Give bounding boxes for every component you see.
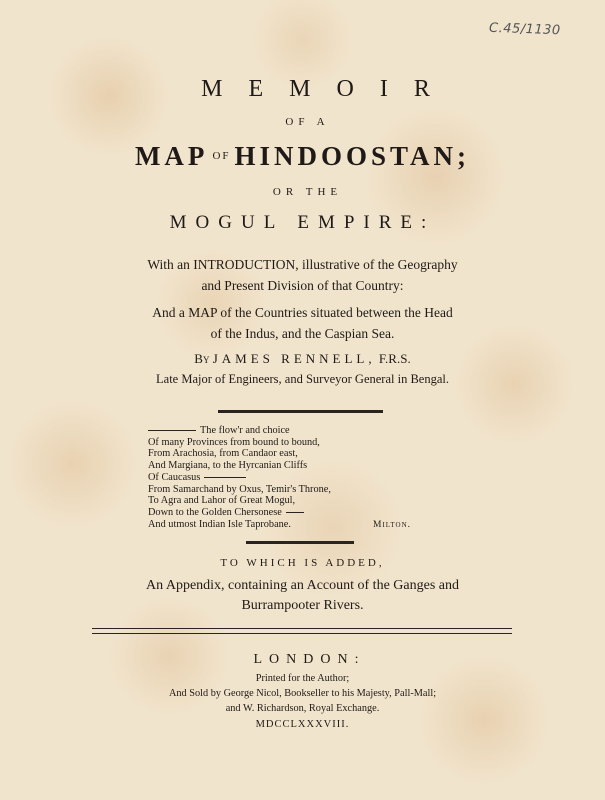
epigraph [148, 425, 331, 530]
divider-rule-top [218, 410, 383, 413]
title-map-of-hindoostan [0, 141, 605, 172]
double-rule-lower [92, 633, 512, 634]
imprint-year: MDCCLXXXVIII. [255, 719, 350, 730]
imprint-line-3: and W. Richardson, Royal Exchange. [225, 703, 380, 714]
epigraph-attribution: Milton. [373, 520, 412, 530]
epigraph-dash [286, 512, 304, 513]
epigraph-line: And utmost Indian Isle Taprobane. [148, 518, 291, 530]
appendix-line-2: Burrampooter Rivers. [241, 598, 364, 613]
subtitle-line-4: of the Indus, and the Caspian Sea. [210, 326, 395, 341]
author-by: By [194, 351, 210, 366]
epigraph-line: Down to the Golden Chersonese [148, 507, 331, 519]
imprint-line-2: And Sold by George Nicol, Bookseller to his Majesty, Pall-Mall; [168, 688, 437, 699]
author-name: JAMES RENNELL, [212, 351, 376, 366]
epigraph-line: To Agra and Lahor of Great Mogul, [148, 495, 296, 507]
epigraph-line: From Samarchand by Oxus, Temir's Throne, [148, 483, 331, 495]
appendix-heading: TO WHICH IS ADDED, [220, 557, 385, 569]
author-line [0, 351, 605, 367]
imprint-line-1: Printed for the Author; [255, 673, 350, 684]
handwritten-shelfmark: C.45/1130 [488, 20, 561, 39]
author-suffix: F.R.S. [378, 351, 411, 366]
subtitle-line-2: and Present Division of that Country: [201, 278, 404, 293]
epigraph-dash [148, 430, 196, 431]
title-hindoostan: HINDOOSTAN; [234, 141, 471, 171]
subtitle-line-1: With an INTRODUCTION, illustrative of the Geography [147, 257, 458, 272]
title-of-a: OF A [285, 116, 330, 128]
epigraph-line: And Margiana, to the Hyrcanian Cliffs [148, 460, 308, 472]
epigraph-line: Of Caucasus [148, 472, 331, 484]
appendix-line-1: An Appendix, containing an Account of the Ganges and [146, 578, 459, 593]
divider-rule-middle [246, 541, 354, 544]
epigraph-line: The flow'r and choice [148, 425, 331, 437]
imprint-city: LONDON: [253, 652, 366, 667]
double-rule-upper [92, 628, 512, 629]
title-map: MAP [134, 141, 209, 171]
epigraph-line: Of many Provinces from bound to bound, [148, 436, 320, 448]
title-mogul-empire: MOGUL EMPIRE: [169, 212, 436, 233]
title-or-the: OR THE [272, 186, 343, 198]
author-position: Late Major of Engineers, and Surveyor General in Bengal. [156, 372, 449, 386]
epigraph-line: From Arachosia, from Candaor east, [148, 448, 298, 460]
title-memoir: MEMOIR [201, 76, 456, 102]
title-of: OF [212, 150, 231, 162]
epigraph-dash [204, 477, 246, 478]
subtitle-line-3: And a MAP of the Countries situated between the Head [152, 305, 453, 320]
